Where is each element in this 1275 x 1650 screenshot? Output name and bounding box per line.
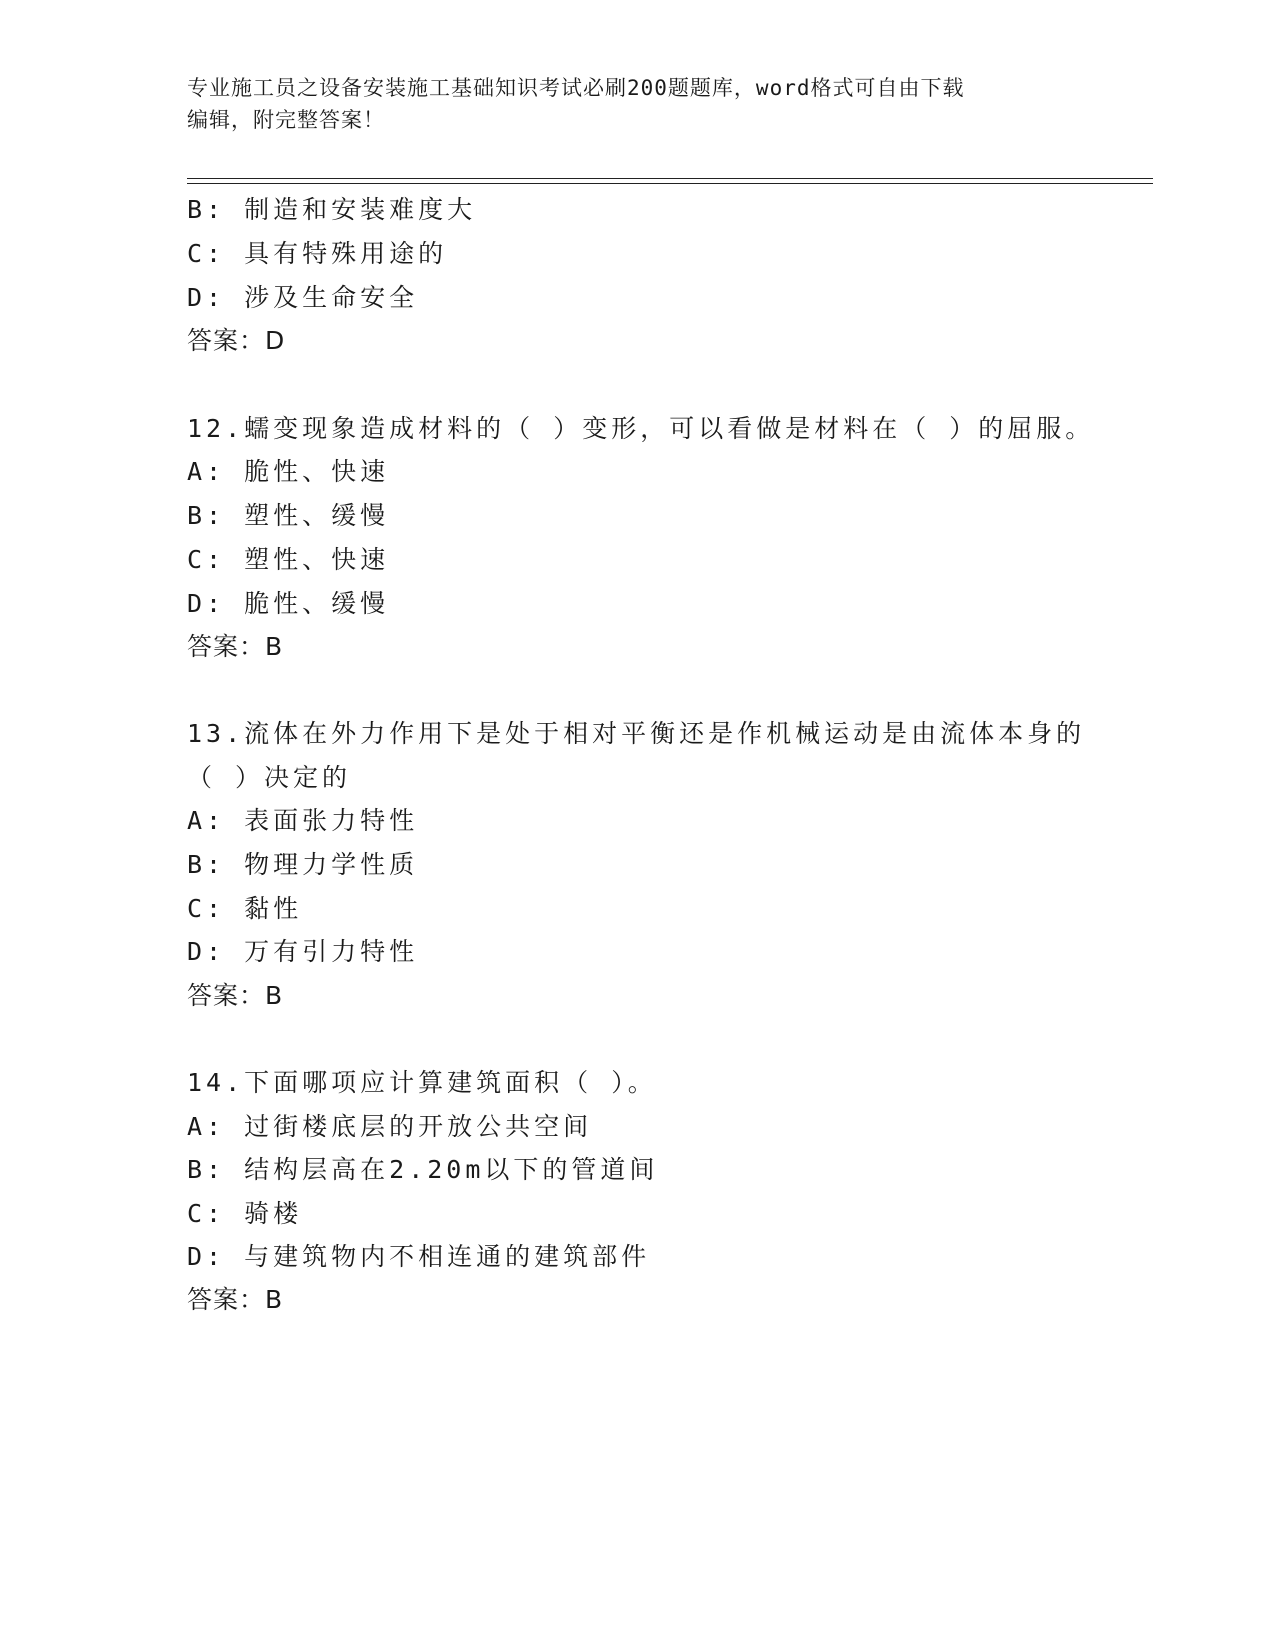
q13-stem-line-1: 13.流体在外力作用下是处于相对平衡还是作机械运动是由流体本身的 — [187, 719, 1086, 748]
q13-option-d: D: 万有引力特性 — [187, 937, 419, 966]
q11-answer: 答案：D — [187, 326, 286, 355]
q11-option-d: D: 涉及生命安全 — [187, 283, 419, 312]
q13-option-b: B: 物理力学性质 — [187, 850, 419, 879]
q12-stem: 12.蠕变现象造成材料的（ ）变形，可以看做是材料在（ ）的屈服。 — [187, 414, 1095, 443]
q12-option-d: D: 脆性、缓慢 — [187, 589, 390, 618]
q14-option-d: D: 与建筑物内不相连通的建筑部件 — [187, 1242, 651, 1271]
q14-stem: 14.下面哪项应计算建筑面积（ ）。 — [187, 1068, 657, 1097]
q11-option-c: C: 具有特殊用途的 — [187, 239, 448, 268]
header-divider-bottom — [187, 183, 1153, 184]
header-title-line-2: 编辑，附完整答案！ — [187, 108, 385, 132]
q11-option-b: B: 制造和安装难度大 — [187, 195, 477, 224]
q13-stem-line-2: （ ）决定的 — [187, 763, 352, 792]
q14-option-a: A: 过街楼底层的开放公共空间 — [187, 1112, 593, 1141]
q13-option-c: C: 黏性 — [187, 894, 303, 923]
q14-option-b: B: 结构层高在2.20m以下的管道间 — [187, 1155, 659, 1184]
q12-answer: 答案：B — [187, 632, 284, 661]
header-title-line-1: 专业施工员之设备安装施工基础知识考试必刷200题题库，word格式可自由下载 — [187, 76, 965, 100]
q12-option-c: C: 塑性、快速 — [187, 545, 390, 574]
q13-option-a: A: 表面张力特性 — [187, 806, 419, 835]
document-header — [187, 72, 1087, 136]
header-divider-top — [187, 178, 1153, 179]
q14-answer: 答案：B — [187, 1285, 284, 1314]
q12-option-a: A: 脆性、快速 — [187, 457, 390, 486]
q12-option-b: B: 塑性、缓慢 — [187, 501, 390, 530]
q14-option-c: C: 骑楼 — [187, 1199, 303, 1228]
q13-answer: 答案：B — [187, 981, 284, 1010]
